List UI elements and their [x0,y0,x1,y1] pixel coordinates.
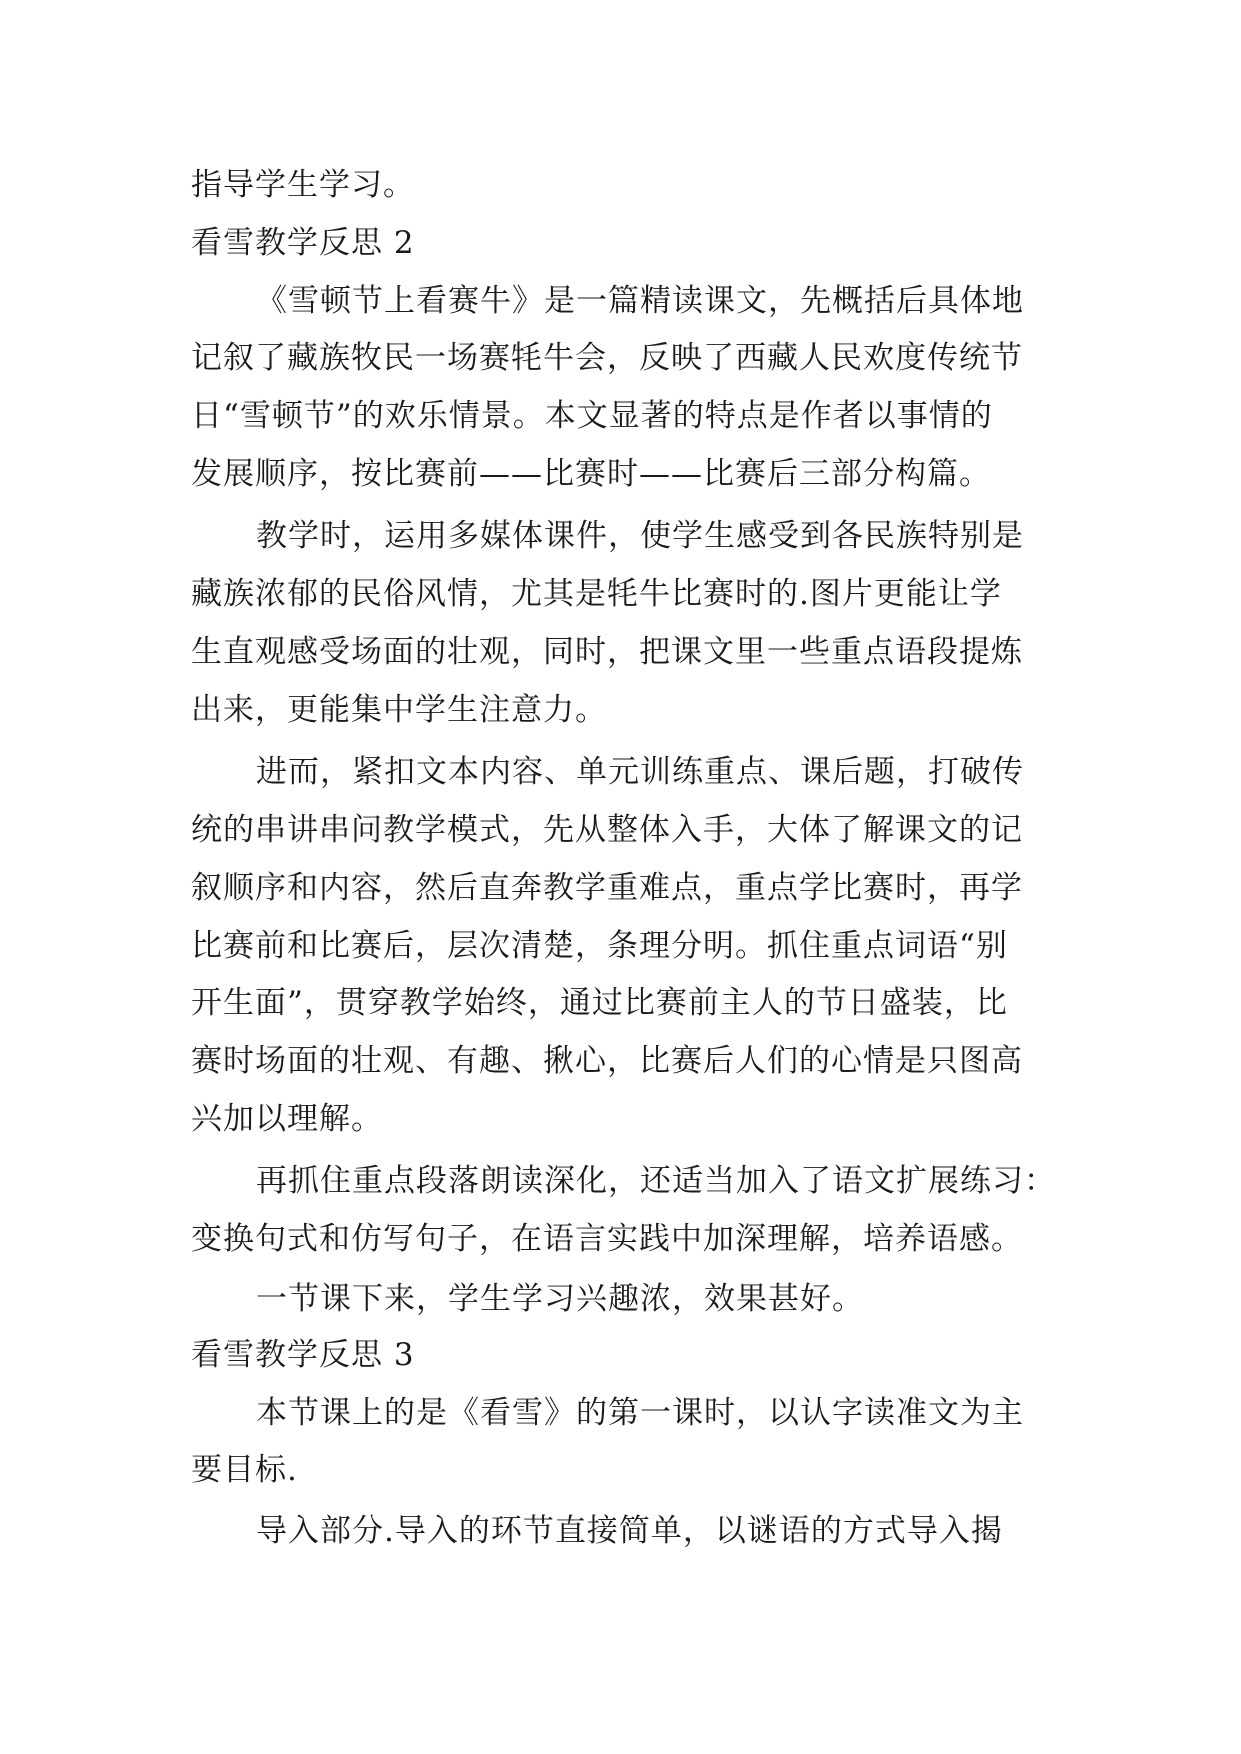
text-line: 要目标. [191,1452,298,1488]
text-line: 生直观感受场面的壮观，同时，把课文里一些重点语段提炼 [191,634,1023,670]
text-line: 《雪顿节上看赛牛》是一篇精读课文，先概括后具体地 [256,283,1024,319]
text-line: 进而，紧扣文本内容、单元训练重点、课后题，打破传 [256,754,1024,790]
text-line: 赛时场面的壮观、有趣、揪心，比赛后人们的心情是只图高 [191,1043,1023,1079]
text-line: 比赛前和比赛后，层次清楚，条理分明。抓住重点词语“别 [191,928,1008,964]
text-line: 出来，更能集中学生注意力。 [191,692,607,728]
text-line: 再抓住重点段落朗读深化，还适当加入了语文扩展练习： [256,1163,1056,1199]
section-heading: 看雪教学反思 3 [191,1337,415,1373]
text-line: 开生面”，贯穿教学始终，通过比赛前主人的节日盛装，比 [191,985,1008,1021]
text-line: 本节课上的是《看雪》的第一课时，以认字读准文为主 [256,1395,1024,1431]
text-line: 变换句式和仿写句子，在语言实践中加深理解，培养语感。 [191,1221,1023,1257]
text-line: 日“雪顿节”的欢乐情景。本文显著的特点是作者以事情的 [191,398,993,434]
text-line: 记叙了藏族牧民一场赛牦牛会，反映了西藏人民欢度传统节 [191,340,1023,376]
text-line: 统的串讲串问教学模式，先从整体入手，大体了解课文的记 [191,812,1023,848]
text-line: 一节课下来，学生学习兴趣浓，效果甚好。 [256,1281,864,1317]
text-line: 藏族浓郁的民俗风情，尤其是牦牛比赛时的.图片更能让学 [191,576,1002,612]
text-line: 发展顺序，按比赛前——比赛时——比赛后三部分构篇。 [191,456,991,492]
section-heading: 看雪教学反思 2 [191,225,415,261]
text-line: 叙顺序和内容，然后直奔教学重难点，重点学比赛时，再学 [191,870,1023,906]
text-line: 导入部分.导入的环节直接简单，以谜语的方式导入揭 [256,1513,1003,1549]
text-line: 兴加以理解。 [191,1101,383,1137]
text-line: 教学时，运用多媒体课件，使学生感受到各民族特别是 [256,518,1024,554]
text-line: 指导学生学习。 [191,167,415,203]
